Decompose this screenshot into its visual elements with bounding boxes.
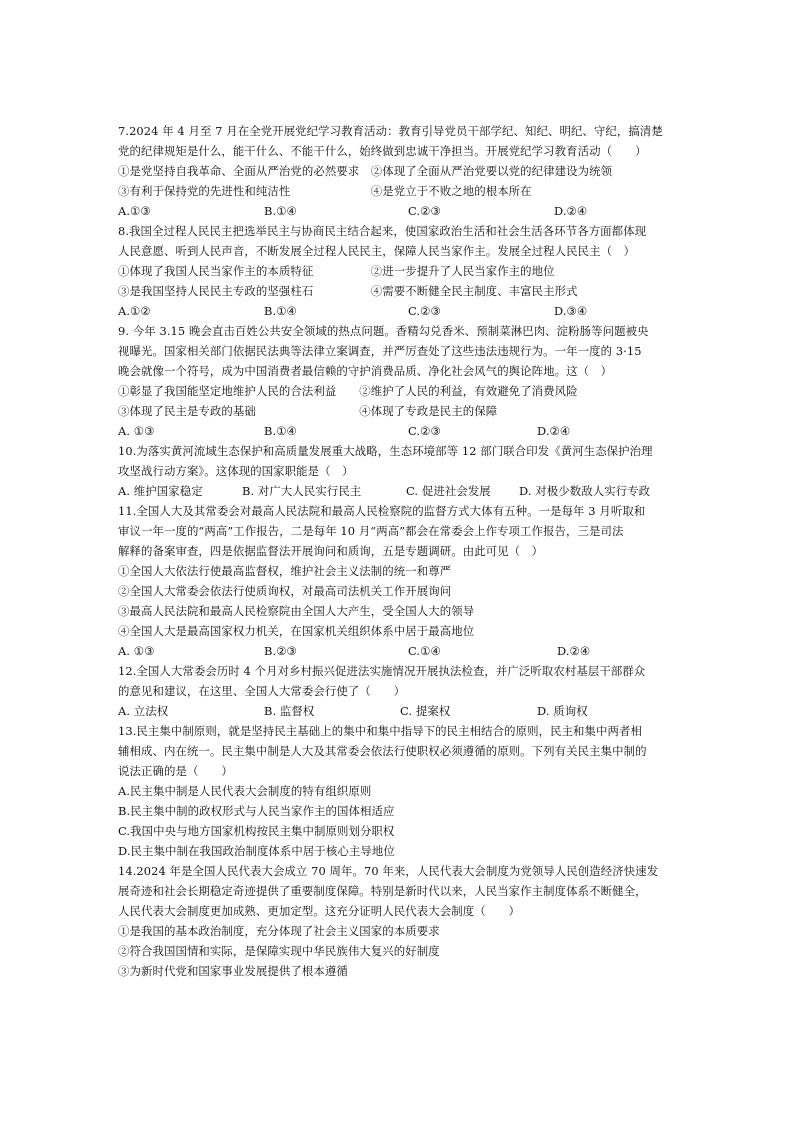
option-c: C.②③ [408, 204, 441, 218]
question-line: 的意见和建议，在这里、全国人大常委会行使了（ ） [118, 684, 406, 698]
question-line: 12.全国人大常委会历时 4 个月对乡村振兴促进法实施情况开展执法检查，并广泛听取农村基层干部群众 [118, 664, 646, 678]
question-line: ③为新时代党和国家事业发展提供了根本遵循 [118, 964, 348, 978]
question-line: 9. 今年 3.15 晚会直击百姓公共安全领域的热点问题。香精勾兑香米、预制菜淋巴肉、淀粉肠等问题被央 [118, 324, 649, 338]
question-line: 人民意愿、听到人民声音，不断发展全过程人民民主，保障人民当家作主。发展全过程人民民主（ ） [118, 244, 636, 258]
option-d: D.③④ [554, 304, 588, 318]
question-11 [118, 501, 678, 661]
question-line: 审议一年一度的“两高”工作报告，二是每年 10 月“两高”都会在常委会上作专项工作报告，三是司法 [118, 524, 624, 538]
question-line: ③体现了民主是专政的基础 ④体现了专政是民主的保障 [118, 404, 498, 418]
option-b: B.民主集中制的政权形式与人民当家作主的国体相适应 [118, 804, 395, 818]
question-line: 解释的备案审查，四是依据监督法开展询问和质询，五是专题调研。由此可见（ ） [118, 544, 544, 558]
answer-options [118, 701, 678, 721]
option-c: C.②③ [408, 304, 441, 318]
question-line: 11.全国人大及其常委会对最高人民法院和最高人民检察院的监督方式大体有五种。一是每年 3 月听取和 [118, 504, 646, 518]
question-line: 7.2024 年 4 月至 7 月在全党开展党纪学习教育活动：教育引导党员干部学纪、知纪、明纪、守纪，搞清楚 [118, 124, 663, 138]
question-line: 人民代表大会制度更加成熟、更加定型。这充分证明人民代表大会制度（ ） [118, 904, 521, 918]
question-10 [118, 441, 678, 501]
option-c: C.①④ [408, 644, 441, 658]
option-a: A. ①③ [118, 424, 155, 438]
question-line: ④全国人大是最高国家权力机关，在国家机关组织体系中居于最高地位 [118, 624, 475, 638]
question-line: ③最高人民法院和最高人民检察院由全国人大产生，受全国人大的领导 [118, 604, 475, 618]
answer-options [118, 201, 678, 221]
question-line: 晚会就像一个符号，成为中国消费者最信赖的守护消费品质、净化社会风气的舆论阵地。这（ ） [118, 364, 613, 378]
question-line: 10.为落实黄河流域生态保护和高质量发展重大战略，生态环境部等 12 部门联合印发《黄河生态保护治理 [118, 444, 653, 458]
question-line: 14.2024 年是全国人民代表大会成立 70 周年。70 年来，人民代表大会制度为党领导人民创造经济快速发 [118, 864, 659, 878]
question-9 [118, 321, 678, 441]
question-line: 视曝光。国家相关部门依据民法典等法律立案调查，并严厉查处了这些违法违规行为。一年一度的 3·15 [118, 344, 642, 358]
question-line: ③有利于保持党的先进性和纯洁性 ④是党立于不败之地的根本所在 [118, 184, 532, 198]
question-line: 辅相成、内在统一。民主集中制是人大及其常委会依法行使职权必须遵循的原则。下列有关民主集中制的 [118, 744, 647, 758]
option-c: C. 提案权 [400, 704, 451, 718]
option-d: D.民主集中制在我国政治制度体系中居于核心主导地位 [118, 844, 395, 858]
question-line: 党的纪律规矩是什么，能干什么、不能干什么，始终做到忠诚干净担当。开展党纪学习教育活动（ ） [118, 144, 647, 158]
option-b: B.①④ [264, 204, 297, 218]
question-line: ②全国人大常委会依法行使质询权，对最高司法机关工作开展询问 [118, 584, 452, 598]
option-a: A.①③ [118, 204, 151, 218]
question-12 [118, 661, 678, 721]
option-b: B.②③ [264, 644, 297, 658]
option-b: B.①④ [264, 424, 297, 438]
question-8 [118, 221, 678, 321]
question-line: 攻坚战行动方案》。这体现的国家职能是（ ） [118, 464, 354, 478]
question-line: 13.民主集中制原则，就是坚持民主基础上的集中和集中指导下的民主相结合的原则，民主和集中两者相 [118, 724, 643, 738]
question-line: ②符合我国国情和实际，是保障实现中华民族伟大复兴的好制度 [118, 944, 440, 958]
question-line: ①彰显了我国能坚定地维护人民的合法利益 ②维护了人民的利益，有效避免了消费风险 [118, 384, 578, 398]
question-14 [118, 861, 678, 981]
option-d: D. 质询权 [537, 704, 588, 718]
option-a: A. 维护国家稳定 [118, 484, 203, 498]
answer-options [118, 421, 678, 441]
question-line: 说法正确的是（ ） [118, 764, 233, 778]
option-d: D.②④ [557, 644, 591, 658]
question-line: ①全国人大依法行使最高监督权，维护社会主义法制的统一和尊严 [118, 564, 452, 578]
question-line: 展奇迹和社会长期稳定奇迹提供了重要制度保障。特别是新时代以来，人民当家作主制度体系不断健全， [118, 884, 647, 898]
option-a: A.民主集中制是人民代表大会制度的特有组织原则 [118, 784, 372, 798]
option-a: A.①② [118, 304, 151, 318]
question-7 [118, 121, 678, 221]
option-c: C. 促进社会发展 [406, 484, 491, 498]
option-d: D.②④ [554, 204, 588, 218]
option-d: D. 对极少数敌人实行专政 [519, 484, 651, 498]
answer-options [118, 481, 678, 501]
question-line: ①是我国的基本政治制度，充分体现了社会主义国家的本质要求 [118, 924, 440, 938]
answer-options [118, 301, 678, 321]
option-d: D.②④ [537, 424, 571, 438]
option-a: A. ①③ [118, 644, 155, 658]
question-line: ①是党坚持自我革命、全面从严治党的必然要求 ②体现了全面从严治党要以党的纪律建设为统领 [118, 164, 613, 178]
answer-options [118, 641, 678, 661]
question-line: ③是我国坚持人民民主专政的坚强柱石 ④需要不断健全民主制度、丰富民主形式 [118, 284, 578, 298]
option-c: C.②③ [408, 424, 441, 438]
option-c: C.我国中央与地方国家机构按民主集中制原则划分职权 [118, 824, 395, 838]
question-13 [118, 721, 678, 861]
option-b: B. 监督权 [264, 704, 315, 718]
option-b: B.①④ [264, 304, 297, 318]
question-line: ①体现了我国人民当家作主的本质特征 ②进一步提升了人民当家作主的地位 [118, 264, 555, 278]
option-b: B. 对广大人民实行民主 [242, 484, 362, 498]
question-line: 8.我国全过程人民民主把选举民主与协商民主结合起来，使国家政治生活和社会生活各环节各方面都体现 [118, 224, 647, 238]
option-a: A. 立法权 [118, 704, 169, 718]
question-list [118, 121, 678, 981]
